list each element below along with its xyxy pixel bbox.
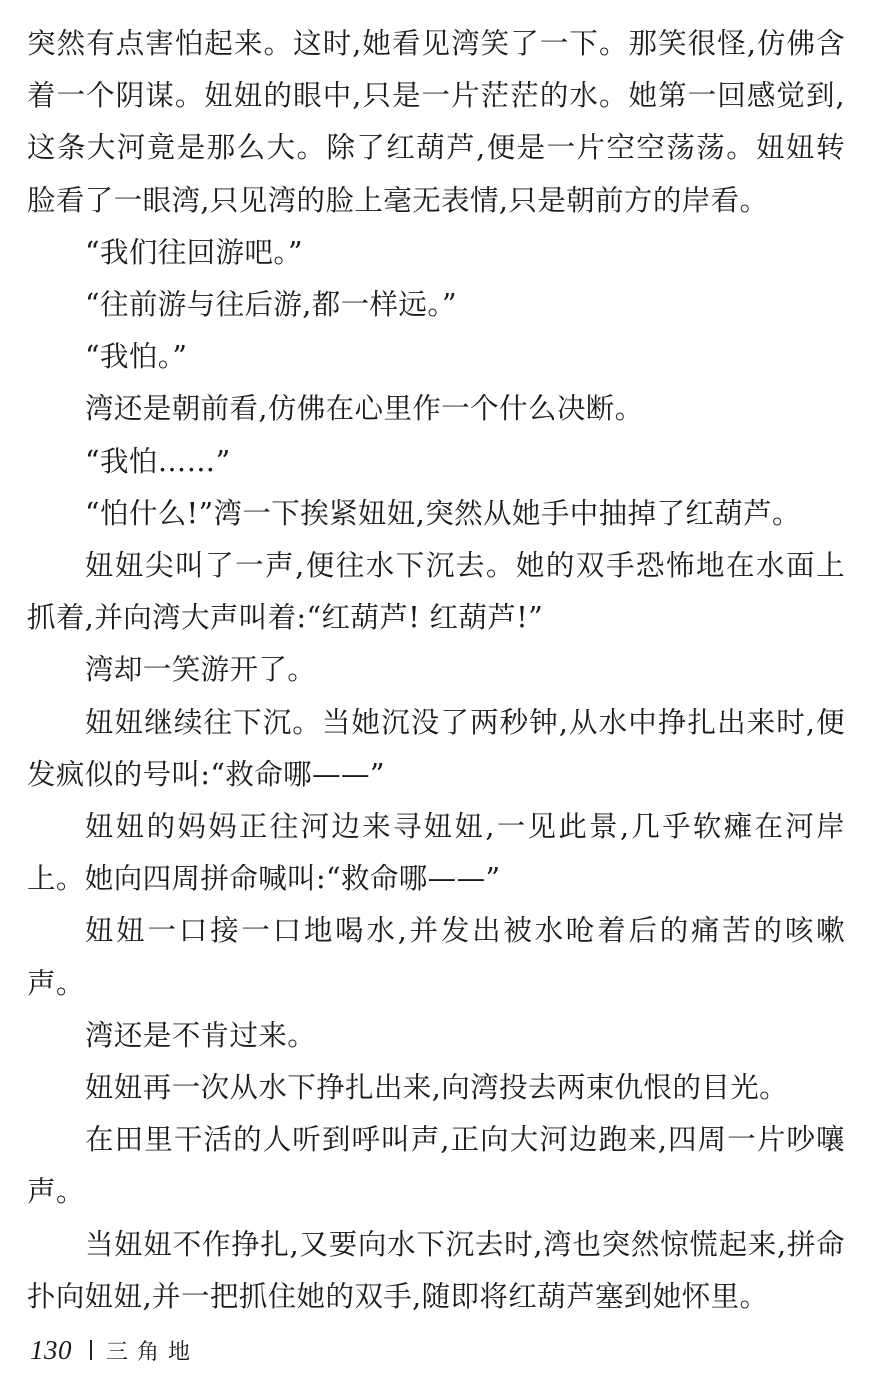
paragraph-9: 湾却一笑游开了。 <box>85 653 317 687</box>
page-body <box>27 18 845 1323</box>
paragraph-13: 湾还是不肯过来。 <box>85 1018 317 1052</box>
paragraph-2: “我们往回游吧。” <box>85 235 303 269</box>
paragraph-10: 妞妞继续往下沉。当她沉没了两秒钟,从水中挣扎出来时,便发疯似的号叫:“救命哪——” <box>27 705 845 791</box>
book-title: 三角地 <box>106 1339 200 1365</box>
paragraph-4: “我怕。” <box>85 340 188 374</box>
paragraph-5: 湾还是朝前看,仿佛在心里作一个什么决断。 <box>85 392 644 426</box>
paragraph-12: 妞妞一口接一口地喝水,并发出被水呛着后的痛苦的咳嗽声。 <box>27 914 845 1000</box>
paragraph-3: “往前游与往后游,都一样远。” <box>85 288 457 322</box>
paragraph-14: 妞妞再一次从水下挣扎出来,向湾投去两束仇恨的目光。 <box>85 1071 789 1105</box>
paragraph-11: 妞妞的妈妈正往河边来寻妞妞,一见此景,几乎软瘫在河岸上。她向四周拼命喊叫:“救命哪——” <box>27 810 845 896</box>
page-footer <box>30 1330 199 1370</box>
paragraph-8: 妞妞尖叫了一声,便往水下沉去。她的双手恐怖地在水面上抓着,并向湾大声叫着:“红葫芦! 红葫芦!” <box>27 549 845 635</box>
paragraph-16: 当妞妞不作挣扎,又要向水下沉去时,湾也突然惊慌起来,拼命扑向妞妞,并一把抓住她的双手,随即将红葫芦塞到她怀里。 <box>27 1227 845 1313</box>
page-number: 130 <box>30 1334 72 1365</box>
paragraph-7: “怕什么!”湾一下挨紧妞妞,突然从她手中抽掉了红葫芦。 <box>85 496 801 530</box>
paragraph-1: 突然有点害怕起来。这时,她看见湾笑了一下。那笑很怪,仿佛含着一个阴谋。妞妞的眼中,只是一片茫茫的水。她第一回感觉到,这条大河竟是那么大。除了红葫芦,便是一片空空荡荡。妞妞转脸看了一眼湾,只见湾的脸上毫无表情,只是朝前方的岸看。 <box>27 27 845 217</box>
paragraph-6: “我怕……” <box>85 444 231 478</box>
paragraph-15: 在田里干活的人听到呼叫声,正向大河边跑来,四周一片吵嚷声。 <box>27 1123 845 1209</box>
footer-divider <box>90 1340 92 1360</box>
